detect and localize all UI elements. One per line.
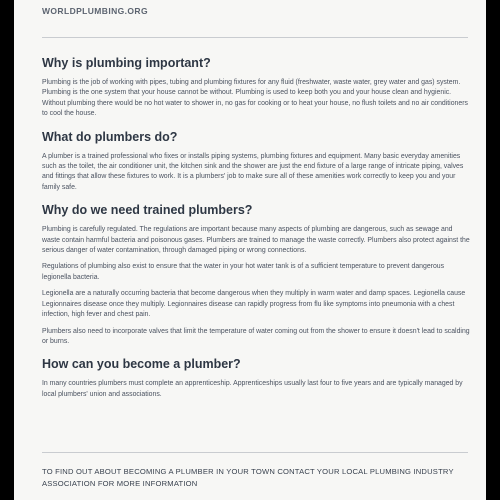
section-paragraph: Plumbing is the job of working with pipes, tubing and plumbing fixtures for any fluid (freshwater, waste water, grey water and gas) system. Plumbing is the one system that your house cannot be without. Plumbing is used to keep both you and your house clean and hygienic. Without plumbing there would be no hot water to shower in, no gas for cooking or to heat your house, no flush toilets and no air conditioners to cool the house. [42, 79, 468, 118]
section-paragraph: Plumbing is carefully regulated. The regulations are important because many aspects of plumbing are dangerous, such as sewage and waste contain harmful bacteria and poisonous gases. Plumbers are trained to manage the waste correctly. Plumbers also protect against the serious danger of water contamination, through damaged piping or wrong connections. [42, 226, 470, 255]
document-page [14, 0, 486, 500]
section-heading: What do plumbers do? [42, 129, 178, 144]
article-body [42, 56, 472, 406]
section-paragraph: In many countries plumbers must complete an apprenticeship. Apprenticeships usually last four to five years and are typically managed by local plumbers' union and associations. [42, 380, 463, 398]
site-name[interactable]: WORLDPLUMBING.ORG [42, 6, 148, 16]
footer-callout: TO FIND OUT ABOUT BECOMING A PLUMBER IN YOUR TOWN CONTACT YOUR LOCAL PLUMBING INDUSTRY ASSOCIATION FOR MORE INFORMATION [42, 467, 454, 488]
section-what-plumbers-do [42, 130, 472, 194]
section-heading: How can you become a plumber? [42, 357, 241, 372]
section-paragraph: Plumbers also need to incorporate valves that limit the temperature of water coming out from the shower to ensure it doesn't lead to scalding or burns. [42, 327, 470, 345]
section-heading: Why is plumbing important? [42, 56, 211, 70]
section-heading: Why do we need trained plumbers? [42, 203, 253, 218]
section-become-plumber [42, 357, 472, 400]
section-paragraph: Regulations of plumbing also exist to ensure that the water in your hot water tank is of a sufficient temperature to prevent dangerous legionella bacteria. [42, 263, 445, 281]
section-paragraph: Legionella are a naturally occurring bacteria that become dangerous when they multiply in warm water and damp spaces. Legionella cause Legionnaires disease once they multiply. Legionnaires disease can rapidly progress from flu like symptoms into pneumonia with a chest infection, high fever and chest pain. [42, 290, 466, 319]
section-trained-plumbers [42, 203, 472, 347]
footer-divider [42, 452, 468, 453]
section-paragraph: A plumber is a trained professional who fixes or installs piping systems, plumbing fixtures and equipment. Many basic everyday amenities such as the toilet, the air conditioner unit, the kitchen sink and the shower are just the end fixture of a large range of intricate piping, valves and fittings that allow these fixtures to work. It is a plumbers' job to make sure all of these amenities work correctly to keep you and your family safe. [42, 152, 464, 191]
section-why-important [42, 56, 472, 120]
header-divider [42, 37, 468, 38]
